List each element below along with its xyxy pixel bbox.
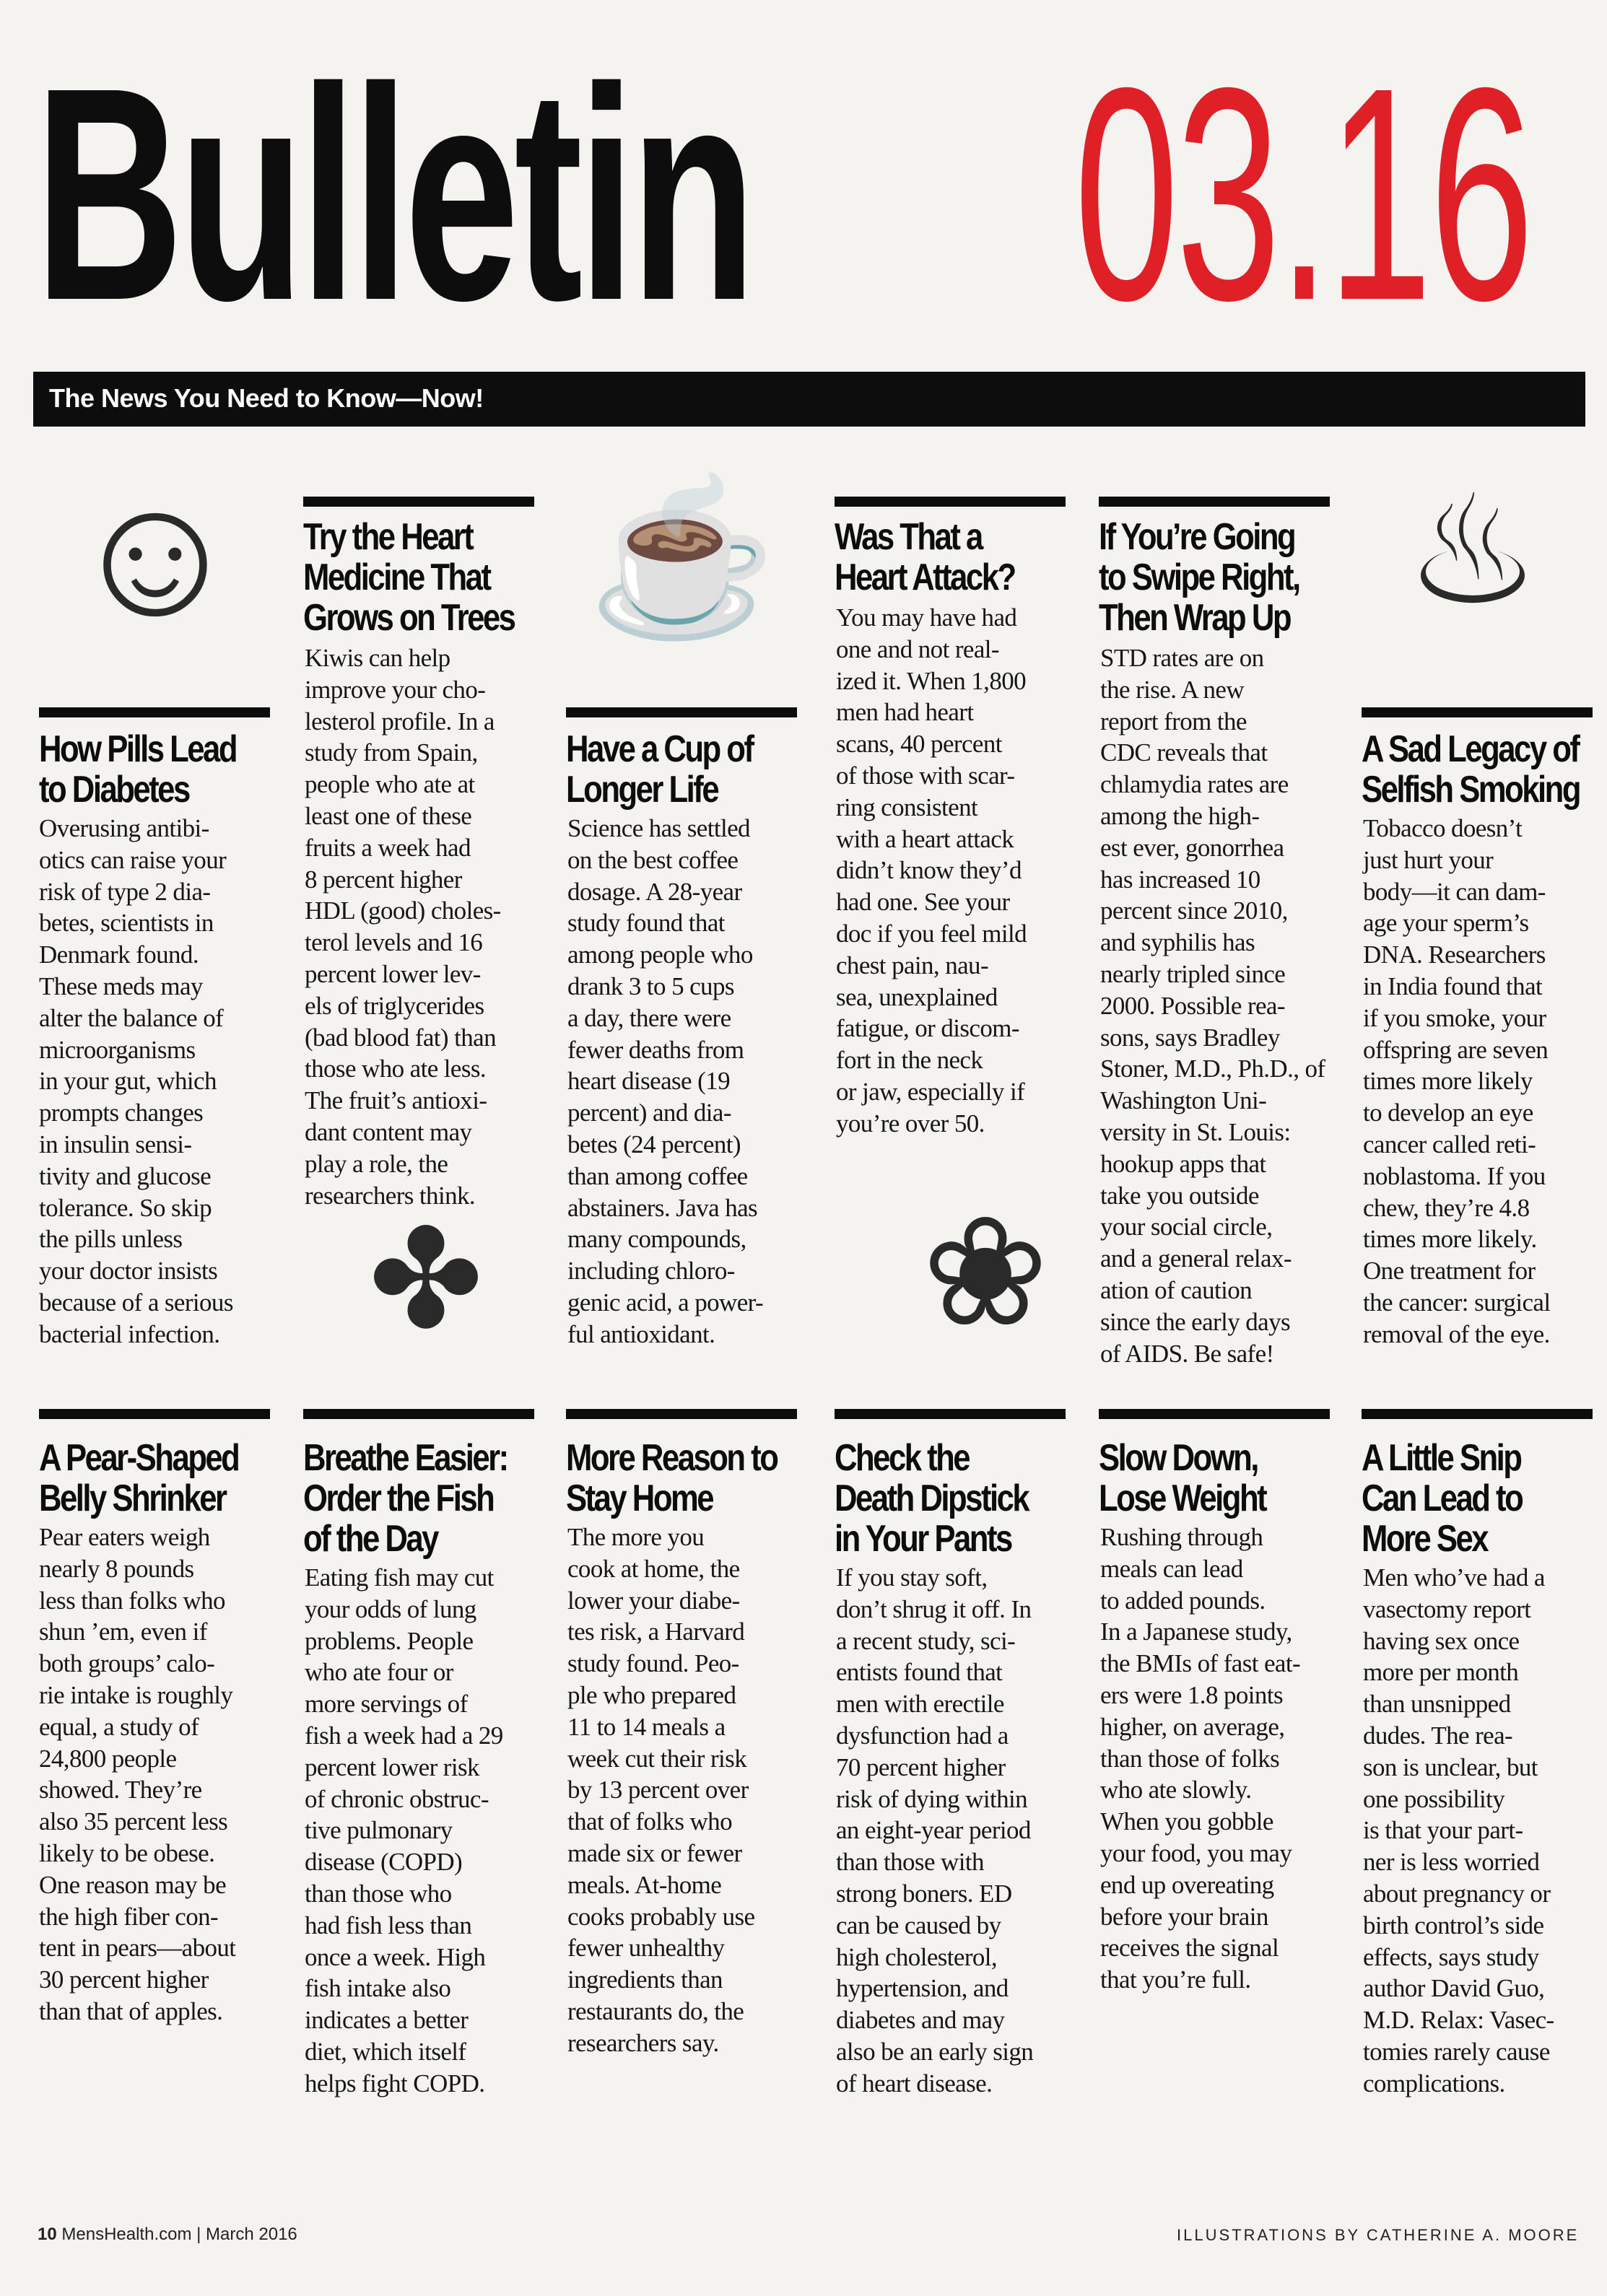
body-line: who ate slowly. bbox=[1100, 1776, 1252, 1804]
body-line: problems. People bbox=[305, 1626, 474, 1655]
body-line: Science has settled bbox=[567, 814, 750, 842]
body-line: In a Japanese study, bbox=[1100, 1618, 1292, 1646]
body-line: Men who’ve had a bbox=[1363, 1563, 1545, 1592]
body-line: both groups’ calo- bbox=[39, 1649, 215, 1678]
body-coffee bbox=[567, 813, 763, 1350]
issue-date: March 2016 bbox=[206, 2225, 297, 2244]
body-line: 30 percent higher bbox=[39, 1965, 209, 1994]
laughing-man-pill-illustration: ☺ bbox=[66, 460, 244, 652]
body-line: to develop an eye bbox=[1363, 1099, 1533, 1127]
coffee-beans-illustration: ☕ bbox=[588, 476, 777, 643]
body-pear bbox=[39, 1522, 235, 2027]
body-line: effects, says study bbox=[1363, 1942, 1539, 1971]
body-line: terol levels and 16 bbox=[305, 928, 483, 957]
body-line: than unsnipped bbox=[1363, 1690, 1511, 1719]
body-line: meals can lead bbox=[1100, 1554, 1243, 1583]
article-rule bbox=[39, 1409, 270, 1419]
body-line: One treatment for bbox=[1363, 1257, 1536, 1286]
body-line: 24,800 people bbox=[39, 1744, 177, 1773]
body-line: week cut their risk bbox=[567, 1744, 747, 1773]
body-line: tolerance. So skip bbox=[39, 1193, 212, 1222]
masthead bbox=[35, 25, 1572, 364]
body-line: a recent study, sci- bbox=[836, 1626, 1016, 1655]
body-line: bacterial infection. bbox=[39, 1319, 220, 1348]
body-line: play a role, the bbox=[305, 1149, 448, 1178]
body-line: among people who bbox=[567, 940, 753, 969]
body-line: If you stay soft, bbox=[836, 1563, 988, 1592]
body-line: report from the bbox=[1100, 707, 1247, 735]
body-line: One reason may be bbox=[39, 1870, 226, 1899]
body-line: dysfunction had a bbox=[836, 1721, 1009, 1750]
body-line: ple who prepared bbox=[567, 1680, 736, 1709]
body-line: fish a week had a 29 bbox=[305, 1721, 503, 1750]
body-line: had one. See your bbox=[836, 888, 1010, 917]
headline-slow-down: Slow Down, Lose Weight bbox=[1099, 1437, 1266, 1519]
body-line: 11 to 14 meals a bbox=[567, 1712, 726, 1741]
body-line: times more likely. bbox=[1363, 1225, 1537, 1254]
body-line: tes risk, a Harvard bbox=[567, 1618, 745, 1646]
body-line: that you’re full. bbox=[1100, 1965, 1251, 1994]
body-line: offspring are seven bbox=[1363, 1035, 1549, 1064]
body-line: those who ate less. bbox=[305, 1055, 487, 1083]
body-line: higher, on average, bbox=[1100, 1712, 1285, 1741]
body-line: of AIDS. Be safe! bbox=[1100, 1339, 1274, 1368]
body-line: complications. bbox=[1363, 2069, 1505, 2098]
body-line: microorganisms bbox=[39, 1035, 196, 1064]
body-line: sons, says Bradley bbox=[1100, 1023, 1280, 1052]
page-footer bbox=[38, 2225, 297, 2245]
body-line: chest pain, nau- bbox=[836, 951, 989, 979]
body-line: Eating fish may cut bbox=[305, 1563, 494, 1592]
body-line: Denmark found. bbox=[39, 940, 199, 969]
body-line: age your sperm’s bbox=[1363, 909, 1529, 938]
body-line: Overusing antibi- bbox=[39, 814, 209, 842]
body-line: cook at home, the bbox=[567, 1554, 740, 1583]
article-rule bbox=[1099, 1409, 1330, 1419]
headline-coffee: Have a Cup of Longer Life bbox=[566, 728, 753, 811]
body-line: otics can raise your bbox=[39, 845, 227, 874]
body-line: had fish less than bbox=[305, 1911, 472, 1939]
headline-heart-attack: Was That a Heart Attack? bbox=[835, 516, 1015, 598]
article-rule bbox=[39, 707, 270, 717]
body-line: a day, there were bbox=[567, 1003, 731, 1032]
body-line: diabetes and may bbox=[836, 2006, 1005, 2035]
body-line: in insulin sensi- bbox=[39, 1130, 192, 1158]
body-line: before your brain bbox=[1100, 1902, 1268, 1931]
body-line: least one of these bbox=[305, 801, 472, 830]
body-line: less than folks who bbox=[39, 1586, 225, 1615]
body-line: than those with bbox=[836, 1848, 984, 1877]
article-rule bbox=[1362, 707, 1593, 717]
site-name: MensHealth.com bbox=[61, 2225, 192, 2244]
body-line: equal, a study of bbox=[39, 1712, 199, 1741]
issue-number: 03.16 bbox=[1074, 25, 1532, 364]
body-line: dant content may bbox=[305, 1117, 472, 1146]
body-line: more per month bbox=[1363, 1658, 1519, 1687]
headline-fish: Breathe Easier: Order the Fish of the Day bbox=[303, 1437, 508, 1560]
body-line: nearly 8 pounds bbox=[39, 1554, 194, 1583]
article-rule bbox=[566, 1409, 797, 1419]
body-line: the high fiber con- bbox=[39, 1902, 219, 1931]
body-line: lesterol profile. In a bbox=[305, 707, 495, 735]
body-line: risk of dying within bbox=[836, 1784, 1028, 1813]
body-line: percent lower lev- bbox=[305, 959, 481, 988]
body-line: percent) and dia- bbox=[567, 1099, 731, 1127]
body-line: people who ate at bbox=[305, 770, 475, 799]
body-line: removal of the eye. bbox=[1363, 1319, 1550, 1348]
body-line: (bad blood fat) than bbox=[305, 1023, 496, 1052]
body-line: CDC reveals that bbox=[1100, 738, 1268, 767]
body-line: likely to be obese. bbox=[39, 1838, 215, 1867]
body-line: fruits a week had bbox=[305, 833, 471, 862]
fist-wilted-flower-illustration: ❀ bbox=[922, 1190, 1049, 1358]
body-line: fewer deaths from bbox=[567, 1035, 744, 1064]
body-line: Stoner, M.D., Ph.D., of bbox=[1100, 1055, 1325, 1083]
body-line: once a week. High bbox=[305, 1942, 486, 1971]
body-line: M.D. Relax: Vasec- bbox=[1363, 2006, 1554, 2035]
body-line: You may have had bbox=[836, 603, 1017, 632]
body-line: by 13 percent over bbox=[567, 1776, 749, 1804]
body-fish bbox=[305, 1562, 503, 2100]
body-line: high cholesterol, bbox=[836, 1942, 998, 1971]
body-line: risk of type 2 dia- bbox=[39, 877, 211, 906]
body-line: Washington Uni- bbox=[1100, 1086, 1267, 1115]
body-line: and a general relax- bbox=[1100, 1244, 1292, 1273]
body-line: ful antioxidant. bbox=[567, 1319, 715, 1348]
body-line: just hurt your bbox=[1363, 845, 1494, 874]
masthead-title: Bulletin bbox=[35, 25, 752, 364]
body-line: more servings of bbox=[305, 1690, 468, 1719]
headline-snip: A Little Snip Can Lead to More Sex bbox=[1362, 1437, 1523, 1560]
body-line: having sex once bbox=[1363, 1626, 1520, 1655]
body-line: that of folks who bbox=[567, 1807, 732, 1836]
body-line: in India found that bbox=[1363, 972, 1543, 1000]
body-line: to added pounds. bbox=[1100, 1586, 1266, 1615]
body-heart-attack bbox=[836, 602, 1027, 1140]
body-line: els of triglycerides bbox=[305, 991, 484, 1020]
body-line: tomies rarely cause bbox=[1363, 2037, 1550, 2066]
body-swipe bbox=[1100, 642, 1325, 1369]
body-line: nearly tripled since bbox=[1100, 959, 1286, 988]
body-line: than those of folks bbox=[1100, 1744, 1280, 1773]
headline-pear: A Pear-Shaped Belly Shrinker bbox=[39, 1437, 239, 1519]
body-line: heart disease (19 bbox=[567, 1067, 730, 1096]
body-line: Kiwis can help bbox=[305, 644, 450, 672]
body-smoking bbox=[1363, 813, 1550, 1350]
body-line: strong boners. ED bbox=[836, 1879, 1012, 1908]
body-line: disease (COPD) bbox=[305, 1848, 463, 1877]
body-line: These meds may bbox=[39, 972, 203, 1000]
body-line: researchers say. bbox=[567, 2028, 719, 2057]
body-snip bbox=[1363, 1562, 1554, 2100]
body-line: shun ’em, even if bbox=[39, 1618, 207, 1646]
body-line: don’t shrug it off. In bbox=[836, 1594, 1032, 1623]
body-line: The fruit’s antioxi- bbox=[305, 1086, 487, 1115]
body-line: study found. Peo- bbox=[567, 1649, 739, 1678]
body-line: indicates a better bbox=[305, 2006, 469, 2035]
body-line: including chloro- bbox=[567, 1257, 735, 1286]
body-line: genic acid, a power- bbox=[567, 1288, 764, 1317]
body-line: rie intake is roughly bbox=[39, 1680, 233, 1709]
body-line: who ate four or bbox=[305, 1658, 453, 1687]
body-line: drank 3 to 5 cups bbox=[567, 972, 734, 1000]
body-line: lower your diabe- bbox=[567, 1586, 740, 1615]
body-line: can be caused by bbox=[836, 1911, 1001, 1939]
body-line: researchers think. bbox=[305, 1181, 476, 1210]
body-line: an eight-year period bbox=[836, 1816, 1031, 1845]
body-line: chlamydia rates are bbox=[1100, 770, 1289, 799]
body-line: than that of apples. bbox=[39, 1996, 223, 2025]
body-line: Rushing through bbox=[1100, 1523, 1263, 1551]
body-line: is that your part- bbox=[1363, 1816, 1523, 1845]
body-line: if you smoke, your bbox=[1363, 1003, 1546, 1032]
body-line: ring consistent bbox=[836, 793, 978, 821]
body-line: noblastoma. If you bbox=[1363, 1161, 1546, 1190]
body-line: many compounds, bbox=[567, 1225, 746, 1254]
body-line: 2000. Possible rea- bbox=[1100, 991, 1285, 1020]
fish-illustration: ✤ bbox=[368, 1205, 484, 1357]
article-rule bbox=[303, 1409, 534, 1419]
body-dipstick bbox=[836, 1562, 1033, 2100]
body-line: hypertension, and bbox=[836, 1974, 1009, 2003]
body-line: STD rates are on bbox=[1100, 644, 1264, 672]
body-line: also be an early sign bbox=[836, 2037, 1034, 2066]
body-line: your doctor insists bbox=[39, 1257, 218, 1286]
body-line: est ever, gonorrhea bbox=[1100, 833, 1284, 862]
body-line: take you outside bbox=[1100, 1181, 1259, 1210]
body-line: showed. They’re bbox=[39, 1776, 202, 1804]
body-line: because of a serious bbox=[39, 1288, 233, 1317]
body-line: didn’t know they’d bbox=[836, 856, 1022, 885]
body-line: than among coffee bbox=[567, 1161, 748, 1190]
body-line: receives the signal bbox=[1100, 1934, 1279, 1963]
body-line: chew, they’re 4.8 bbox=[1363, 1193, 1530, 1222]
body-line: versity in St. Louis: bbox=[1100, 1117, 1291, 1146]
body-line: times more likely bbox=[1363, 1067, 1533, 1096]
article-rule bbox=[303, 497, 534, 507]
body-line: your odds of lung bbox=[305, 1594, 476, 1623]
body-line: helps fight COPD. bbox=[305, 2069, 485, 2098]
body-line: fish intake also bbox=[305, 1974, 451, 2003]
body-line: ingredients than bbox=[567, 1965, 723, 1994]
article-rule bbox=[566, 707, 797, 717]
headline-swipe: If You’re Going to Swipe Right, Then Wrap Up bbox=[1099, 516, 1299, 639]
body-stay-home bbox=[567, 1522, 754, 2059]
body-line: also 35 percent less bbox=[39, 1807, 228, 1836]
body-line: body—it can dam- bbox=[1363, 877, 1546, 906]
body-pills bbox=[39, 813, 233, 1350]
body-line: the BMIs of fast eat- bbox=[1100, 1649, 1301, 1678]
body-line: the rise. A new bbox=[1100, 675, 1245, 704]
headline-kiwi: Try the Heart Medicine That Grows on Trees bbox=[303, 516, 515, 639]
body-line: of chronic obstruc- bbox=[305, 1784, 489, 1813]
body-line: improve your cho- bbox=[305, 675, 486, 704]
body-line: HDL (good) choles- bbox=[305, 896, 501, 925]
tagline-bar bbox=[33, 372, 1585, 427]
tagline: The News You Need to Know—Now! bbox=[49, 383, 484, 413]
body-line: your social circle, bbox=[1100, 1213, 1273, 1241]
body-line: percent lower risk bbox=[305, 1752, 479, 1781]
body-line: The more you bbox=[567, 1523, 705, 1551]
body-line: sea, unexplained bbox=[836, 982, 998, 1011]
body-line: study from Spain, bbox=[305, 738, 478, 767]
body-line: cooks probably use bbox=[567, 1902, 755, 1931]
body-line: fort in the neck bbox=[836, 1046, 983, 1075]
body-line: the cancer: surgical bbox=[1363, 1288, 1551, 1317]
body-line: cancer called reti- bbox=[1363, 1130, 1536, 1158]
body-line: dosage. A 28-year bbox=[567, 877, 742, 906]
headline-stay-home: More Reason to Stay Home bbox=[566, 1437, 778, 1519]
cigarette-butt-illustration: ♨ bbox=[1404, 468, 1541, 636]
body-line: tent in pears—about bbox=[39, 1934, 236, 1963]
body-line: one and not real- bbox=[836, 634, 999, 663]
body-line: with a heart attack bbox=[836, 824, 1014, 853]
body-line: since the early days bbox=[1100, 1307, 1291, 1336]
body-line: among the high- bbox=[1100, 801, 1260, 830]
body-line: 8 percent higher bbox=[305, 865, 462, 894]
body-line: one possibility bbox=[1363, 1784, 1505, 1813]
body-line: men had heart bbox=[836, 698, 974, 727]
article-rule bbox=[1362, 1409, 1593, 1419]
body-line: author David Guo, bbox=[1363, 1974, 1545, 2003]
body-line: DNA. Researchers bbox=[1363, 940, 1546, 969]
body-line: fatigue, or discom- bbox=[836, 1014, 1019, 1043]
body-line: hookup apps that bbox=[1100, 1149, 1266, 1178]
body-line: diet, which itself bbox=[305, 2037, 466, 2066]
body-line: tivity and glucose bbox=[39, 1161, 212, 1190]
body-line: vasectomy report bbox=[1363, 1594, 1531, 1623]
body-line: percent since 2010, bbox=[1100, 896, 1288, 925]
body-line: Tobacco doesn’t bbox=[1363, 814, 1523, 842]
headline-dipstick: Check the Death Dipstick in Your Pants bbox=[835, 1437, 1029, 1560]
body-line: dudes. The rea- bbox=[1363, 1721, 1513, 1750]
body-line: Pear eaters weigh bbox=[39, 1523, 210, 1551]
body-line: of heart disease. bbox=[836, 2069, 993, 2098]
body-line: betes (24 percent) bbox=[567, 1130, 741, 1158]
body-line: about pregnancy or bbox=[1363, 1879, 1551, 1908]
body-line: betes, scientists in bbox=[39, 909, 214, 938]
body-line: ers were 1.8 points bbox=[1100, 1680, 1283, 1709]
body-line: birth control’s side bbox=[1363, 1911, 1544, 1939]
body-line: entists found that bbox=[836, 1658, 1003, 1687]
body-line: the pills unless bbox=[39, 1225, 183, 1254]
body-line: than those who bbox=[305, 1879, 452, 1908]
body-line: abstainers. Java has bbox=[567, 1193, 758, 1222]
illustration-credit: ILLUSTRATIONS BY CATHERINE A. MOORE bbox=[1177, 2226, 1580, 2244]
body-line: restaurants do, the bbox=[567, 1996, 744, 2025]
body-line: When you gobble bbox=[1100, 1807, 1273, 1836]
body-line: and syphilis has bbox=[1100, 928, 1255, 957]
body-line: prompts changes bbox=[39, 1099, 204, 1127]
body-line: doc if you feel mild bbox=[836, 919, 1027, 948]
body-line: of those with scar- bbox=[836, 761, 1015, 790]
body-line: scans, 40 percent bbox=[836, 730, 1002, 759]
body-slow-down bbox=[1100, 1522, 1300, 1996]
body-line: ner is less worried bbox=[1363, 1848, 1540, 1877]
body-line: on the best coffee bbox=[567, 845, 739, 874]
body-line: son is unclear, but bbox=[1363, 1752, 1538, 1781]
body-kiwi bbox=[305, 642, 501, 1211]
body-line: made six or fewer bbox=[567, 1838, 742, 1867]
body-line: meals. At-home bbox=[567, 1870, 722, 1899]
body-line: your food, you may bbox=[1100, 1838, 1292, 1867]
body-line: fewer unhealthy bbox=[567, 1934, 725, 1963]
article-rule bbox=[835, 1409, 1066, 1419]
body-line: men with erectile bbox=[836, 1690, 1004, 1719]
body-line: you’re over 50. bbox=[836, 1109, 985, 1138]
body-line: tive pulmonary bbox=[305, 1816, 453, 1845]
body-line: in your gut, which bbox=[39, 1067, 217, 1096]
footer-separator: | bbox=[196, 2225, 201, 2244]
body-line: end up overeating bbox=[1100, 1870, 1274, 1899]
page-number: 10 bbox=[38, 2225, 57, 2244]
body-line: study found that bbox=[567, 909, 725, 938]
body-line: 70 percent higher bbox=[836, 1752, 1006, 1781]
body-line: ized it. When 1,800 bbox=[836, 666, 1027, 695]
article-rule bbox=[1099, 497, 1330, 507]
article-rule bbox=[835, 497, 1066, 507]
headline-smoking: A Sad Legacy of Selfish Smoking bbox=[1362, 728, 1580, 811]
body-line: has increased 10 bbox=[1100, 865, 1260, 894]
headline-pills: How Pills Lead to Diabetes bbox=[39, 728, 236, 811]
body-line: alter the balance of bbox=[39, 1003, 224, 1032]
body-line: or jaw, especially if bbox=[836, 1077, 1025, 1106]
body-line: ation of caution bbox=[1100, 1275, 1253, 1304]
